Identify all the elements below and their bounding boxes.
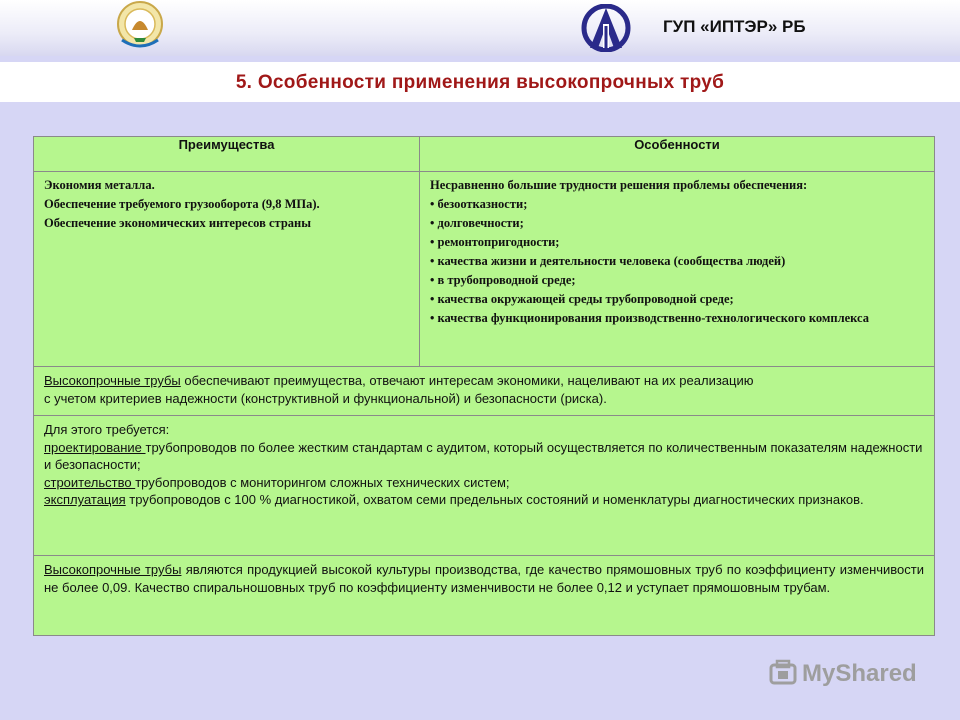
watermark <box>768 658 917 690</box>
table-header-row <box>34 137 935 172</box>
organization-name: ГУП «ИПТЭР» РБ <box>663 17 806 36</box>
summary-text: обеспечивают преимущества, отвечают интересам экономики, нацеливают на их реализацию <box>180 373 754 388</box>
table-row <box>34 416 935 556</box>
advantage-item: Обеспечение требуемого грузооборота (9,8 МПа). <box>44 197 320 211</box>
summary-line: с учетом критериев надежности (конструктивной и функциональной) и безопасности (риска). <box>44 390 607 406</box>
requirement-construction <box>44 474 924 492</box>
feature-item: • качества жизни и деятельности человека (сообщества людей) <box>430 254 786 268</box>
conclusion-lead: Высокопрочные трубы <box>44 562 182 577</box>
summary-lead: Высокопрочные трубы <box>44 373 181 388</box>
requirement-construction-lead: строительство <box>44 474 136 490</box>
requirement-design-lead: проектирование <box>44 439 146 455</box>
requirements-intro: Для этого требуется: <box>44 422 170 437</box>
table-row <box>34 367 935 416</box>
feature-item: • безоотказности; <box>430 197 528 211</box>
table-row <box>34 172 935 367</box>
summary-cell <box>34 367 935 416</box>
content-table <box>33 136 935 636</box>
requirement-operation-text: трубопроводов с 100 % диагностикой, охватом семи предельных состояний и номенклатуры диагностических признаков. <box>125 492 864 507</box>
bashkortostan-coat-of-arms-icon <box>114 0 166 52</box>
feature-item: • в трубопроводной среде; <box>430 273 576 287</box>
feature-item: • качества функционирования производственно-технологического комплекса <box>430 311 869 325</box>
features-intro: Несравненно большие трудности решения проблемы обеспечения: <box>430 178 808 192</box>
conclusion-text: являются продукцией высокой культуры производства, где качество прямошовных труб по коэффициенту изменчивости не более 0,09. Качество спиральношовных труб по коэффициенту изменчивости не более 0,12 и уступает прямошовным трубам. <box>44 562 924 595</box>
advantage-item: Обеспечение экономических интересов страны <box>44 216 311 230</box>
advantages-cell <box>34 172 420 367</box>
feature-item: • качества окружающей среды трубопроводной среде; <box>430 292 734 306</box>
table-row <box>34 556 935 636</box>
advantage-item: Экономия металла. <box>44 178 155 192</box>
requirement-construction-text: трубопроводов с мониторингом сложных технических систем; <box>135 474 510 490</box>
column-header-features: Особенности <box>420 137 935 172</box>
requirement-operation <box>44 491 924 509</box>
feature-item: • долговечности; <box>430 216 524 230</box>
feature-item: • ремонтопригодности; <box>430 235 560 249</box>
requirement-design-text: трубопроводов по более жестким стандартам с аудитом, который осуществляется по количественным показателям надежности и безопасности; <box>44 439 923 472</box>
myshared-logo-icon <box>768 659 798 689</box>
watermark-text: MyShared <box>802 660 917 687</box>
features-cell <box>420 172 935 367</box>
requirements-cell <box>34 416 935 556</box>
requirement-design <box>44 439 924 474</box>
conclusion-cell <box>34 556 935 636</box>
slide-title: 5. Особенности применения высокопрочных труб <box>235 72 725 93</box>
requirement-operation-lead: эксплуатация <box>44 492 126 507</box>
iptar-institute-logo-icon <box>578 4 634 52</box>
column-header-advantages: Преимущества <box>34 137 420 172</box>
summary-line <box>44 372 924 390</box>
